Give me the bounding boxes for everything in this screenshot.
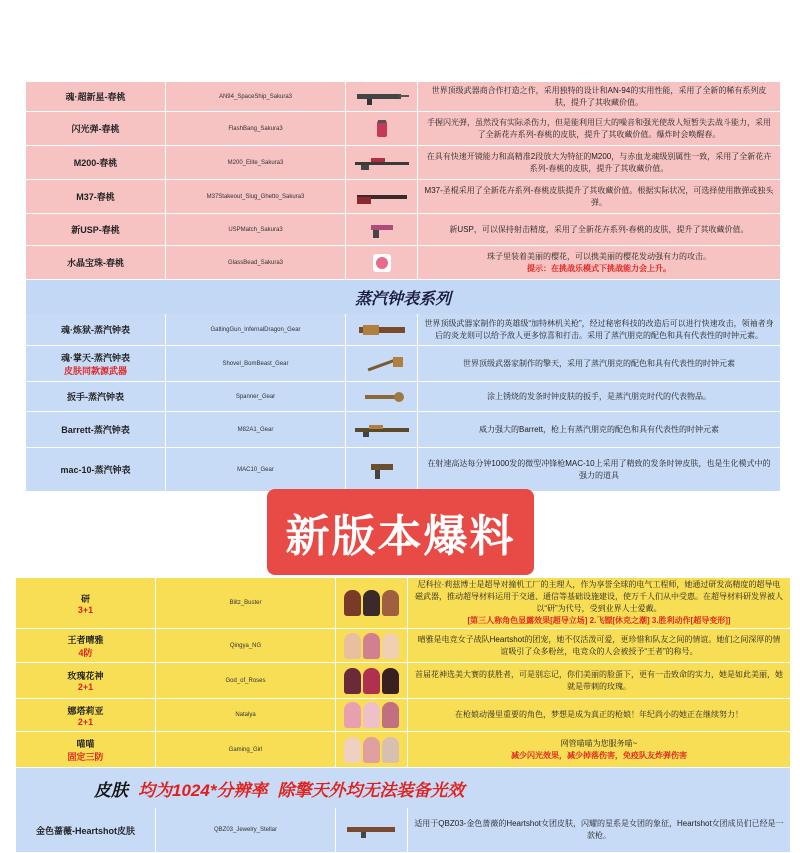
weapon-desc: M37-圣棍采用了全新花卉系列-春桃皮肤提升了其收藏价值。根据实际状况，可选择使用散弹或独头弹。 [418, 180, 780, 213]
weapon-code: FlashBang_Sakura3 [166, 112, 346, 145]
weapon-image [346, 82, 418, 111]
table-row [16, 663, 790, 699]
sakura-bead-icon [353, 254, 411, 272]
table-row [26, 246, 780, 280]
barrett-rifle-icon [353, 421, 411, 439]
character-image [336, 578, 408, 628]
weapon-code: M37Stakeout_Slug_Ghetto_Sakura3 [166, 180, 346, 213]
weapon-name: 魂·超新星-春桃 [26, 82, 166, 111]
section-title: 蒸汽钟表系列 [26, 280, 780, 314]
skin-section-bar [16, 768, 790, 808]
character-image [336, 629, 408, 662]
table-row [16, 732, 790, 768]
weapon-desc: 世界顶级武器商合作打造之作，采用独特的设计和AN-94的实用性能，采用了全新的稀有系列皮肤，提升了其收藏价值。 [418, 82, 780, 111]
weapon-code: Shovel_BomBeast_Gear [166, 346, 346, 381]
weapon-desc: 在具有快速开镜能力和高精准2段放大为特征的M200，与赤血龙魂级别属性一致，采用了全新花卉系列-春桃的皮肤，提升了其收藏价值。 [418, 146, 780, 179]
weapon-image [346, 382, 418, 411]
weapon-name: mac-10-蒸汽钟表 [26, 448, 166, 491]
skin-effect-note: 除擎天外均无法装备光效 [277, 780, 465, 800]
character-desc: 在枪娘动漫里重要的角色，梦想是成为真正的枪娘！年纪尚小的她正在继续努力！ [408, 699, 790, 731]
desc-text: 网管喵喵为您服务喵~ [560, 738, 638, 748]
weapon-image [346, 412, 418, 447]
weapon-name: 扳手-蒸汽钟表 [26, 382, 166, 411]
shovel-icon [353, 355, 411, 373]
table-row [16, 629, 790, 663]
desc-text: 珠子里装着美丽的樱花，可以携美丽的樱花发动强有力的攻击。 [487, 251, 711, 261]
character-name [16, 663, 156, 698]
character-name [16, 732, 156, 767]
weapon-name: M37-春桃 [26, 180, 166, 213]
name-sub-text: 3+1 [77, 604, 94, 615]
weapon-name: 魂·炼狱-蒸汽钟表 [26, 314, 166, 345]
hint-text: [第三人称角色显露效果[超导立场] 2.飞镖[休克之潮] 3.胜利动作[超导变形]] [467, 616, 731, 625]
weapon-name [26, 346, 166, 381]
name-text: 研 [80, 593, 90, 604]
character-code: God_of_Roses [156, 663, 336, 698]
weapon-image [346, 112, 418, 145]
table-row [16, 578, 790, 629]
hint-text: 提示：在挑战乐模式下挑战能力会上升。 [527, 263, 671, 273]
skin-label: 皮肤 [94, 780, 128, 800]
weapon-name: 新USP-春桃 [26, 214, 166, 245]
weapon-code: GatlingGun_InfernalDragon_Gear [166, 314, 346, 345]
weapon-name: Barrett-蒸汽钟表 [26, 412, 166, 447]
character-image [336, 732, 408, 767]
weapon-code: Spanner_Gear [166, 382, 346, 411]
character-code: Natalya [156, 699, 336, 731]
skin-desc: 适用于QBZ03-金色蔷薇的Heartshot女团皮肤，闪耀的星系是女团的象征，Heartshot女团成员们已经是一款枪。 [408, 808, 790, 852]
weapon-image [346, 314, 418, 345]
table-row [26, 346, 780, 382]
character-panel [16, 578, 790, 853]
weapon-desc: 世界顶级武器家制作的擎天，采用了蒸汽朋克的配色和具有代表性的时钟元素 [418, 346, 780, 381]
weapon-image [346, 448, 418, 491]
weapon-code: M200_Elite_Sakura3 [166, 146, 346, 179]
weapon-code: USPMatch_Sakura3 [166, 214, 346, 245]
character-desc [408, 732, 790, 767]
rifle-icon [353, 88, 411, 106]
table-row [26, 412, 780, 448]
character-image [336, 663, 408, 698]
weapon-code: GlassBead_Sakura3 [166, 246, 346, 279]
name-sub-text: 固定三防 [67, 751, 104, 762]
weapon-desc: 新USP，可以保持射击精度，采用了全新花卉系列-春桃的皮肤，提升了其收藏价值。 [418, 214, 780, 245]
weapon-desc: 手握闪光弹，虽然没有实际杀伤力，但是能利用巨大的噪音和强光使敌人短暂失去战斗能力，采用了全新花卉系列-春桃的皮肤，提升了其收藏价值。爆炸时会唤醒春。 [418, 112, 780, 145]
name-text: 喵喵 [76, 738, 95, 749]
wrench-icon [353, 388, 411, 406]
skin-name: 金色蔷薇-Heartshot皮肤 [16, 808, 156, 852]
table-row [16, 808, 790, 853]
character-desc: 晴雅是电竞女子战队Heartshot的团宠，她不仅活泼可爱，更珍惜和队友之间的情谊。她们之间深厚的情谊吸引了众多粉丝，电竞众的人会被授予“王者”的称号。 [408, 629, 790, 662]
steam-series-panel [26, 82, 780, 492]
weapon-name: 水晶宝珠-春桃 [26, 246, 166, 279]
name-sub-text: 皮肤同款源武器 [63, 365, 127, 376]
name-text: 魂·掌天-蒸汽钟表 [61, 352, 130, 363]
character-image [336, 699, 408, 731]
weapon-desc: 威力强大的Barrett，枪上有蒸汽朋克的配色和具有代表性的时钟元素 [418, 412, 780, 447]
character-desc [408, 578, 790, 628]
gatling-gun-icon [353, 321, 411, 339]
table-row [26, 314, 780, 346]
weapon-desc: 世界顶级武器家制作的英雄级“加特林机关枪”，经过秘密科技的改造后可以进行快速攻击，领袖者身后的炎龙则可以给予敌人更多惊喜和打击。采用了蒸汽朋克的配色和具有代表性的时钟元素。 [418, 314, 780, 345]
table-row [26, 146, 780, 180]
table-row [26, 214, 780, 246]
weapon-name: 闪光弹-春桃 [26, 112, 166, 145]
character-desc: 首届花神选美大赛的获胜者，可是别忘记，你们美丽的脸蛋下，更有一击致命的实力，她是如此美丽，她就是带刺的玫瑰。 [408, 663, 790, 698]
assault-rifle-icon [343, 821, 401, 839]
weapon-desc [418, 246, 780, 279]
weapon-image [346, 214, 418, 245]
shotgun-icon [353, 188, 411, 206]
character-name [16, 629, 156, 662]
character-code: Blitz_Buster [156, 578, 336, 628]
flashbang-icon [353, 120, 411, 138]
name-sub-text: 2+1 [77, 716, 94, 727]
name-sub-text: 2+1 [77, 682, 94, 692]
character-code: Qingya_NG [156, 629, 336, 662]
hint-text: 减少闪光效果，减少掉落伤害，免疫队友炸弹伤害 [511, 750, 687, 760]
weapon-image [336, 808, 408, 852]
weapon-code: MAC10_Gear [166, 448, 346, 491]
weapon-image [346, 146, 418, 179]
weapon-image [346, 246, 418, 279]
weapon-name: M200-春桃 [26, 146, 166, 179]
character-code: Gaming_Girl [156, 732, 336, 767]
character-name [16, 699, 156, 731]
weapon-desc: 涂上锈烧的发条时钟皮肤的扳手，是蒸汽朋克时代的代表物品。 [418, 382, 780, 411]
name-text: 娜塔莉亚 [67, 705, 104, 716]
desc-text: 尼科拉·莉兹博士是超导对撞机工厂的主理人，作为享誉全球的电气工程师，她通过研发高精度的超导电磁武器，推动超导材料运用于交通、通信等基础设施建设，使万千人们从中受惠。在超导材料研发界被人以“研”为代号，受到业界人士爱戴。 [415, 580, 783, 613]
weapon-code: AN94_SpaceShip_Sakura3 [166, 82, 346, 111]
weapon-code: M82A1_Gear [166, 412, 346, 447]
table-row [26, 112, 780, 146]
skin-code: QBZ03_Jewelry_Stellar [156, 808, 336, 852]
sniper-rifle-icon [353, 154, 411, 172]
name-text: 王者晴雅 [67, 634, 104, 645]
new-version-banner: 新版本爆料 [267, 489, 534, 575]
weapon-image [346, 180, 418, 213]
character-name [16, 578, 156, 628]
table-row [26, 82, 780, 112]
name-sub-text: 4防 [78, 647, 93, 658]
table-row [26, 382, 780, 412]
skin-resolution-note: 均为1024*分辨率 [138, 780, 268, 800]
pistol-icon [353, 221, 411, 239]
table-row [26, 180, 780, 214]
name-text: 玫瑰花神 [67, 671, 104, 681]
table-row [26, 448, 780, 492]
weapon-desc: 在射速高达每分钟1000发的微型冲锋枪MAC-10上采用了精致的发条时钟皮肤，也是生化模式中的强力的道具 [418, 448, 780, 491]
smg-icon [353, 461, 411, 479]
weapon-image [346, 346, 418, 381]
table-row [16, 699, 790, 732]
